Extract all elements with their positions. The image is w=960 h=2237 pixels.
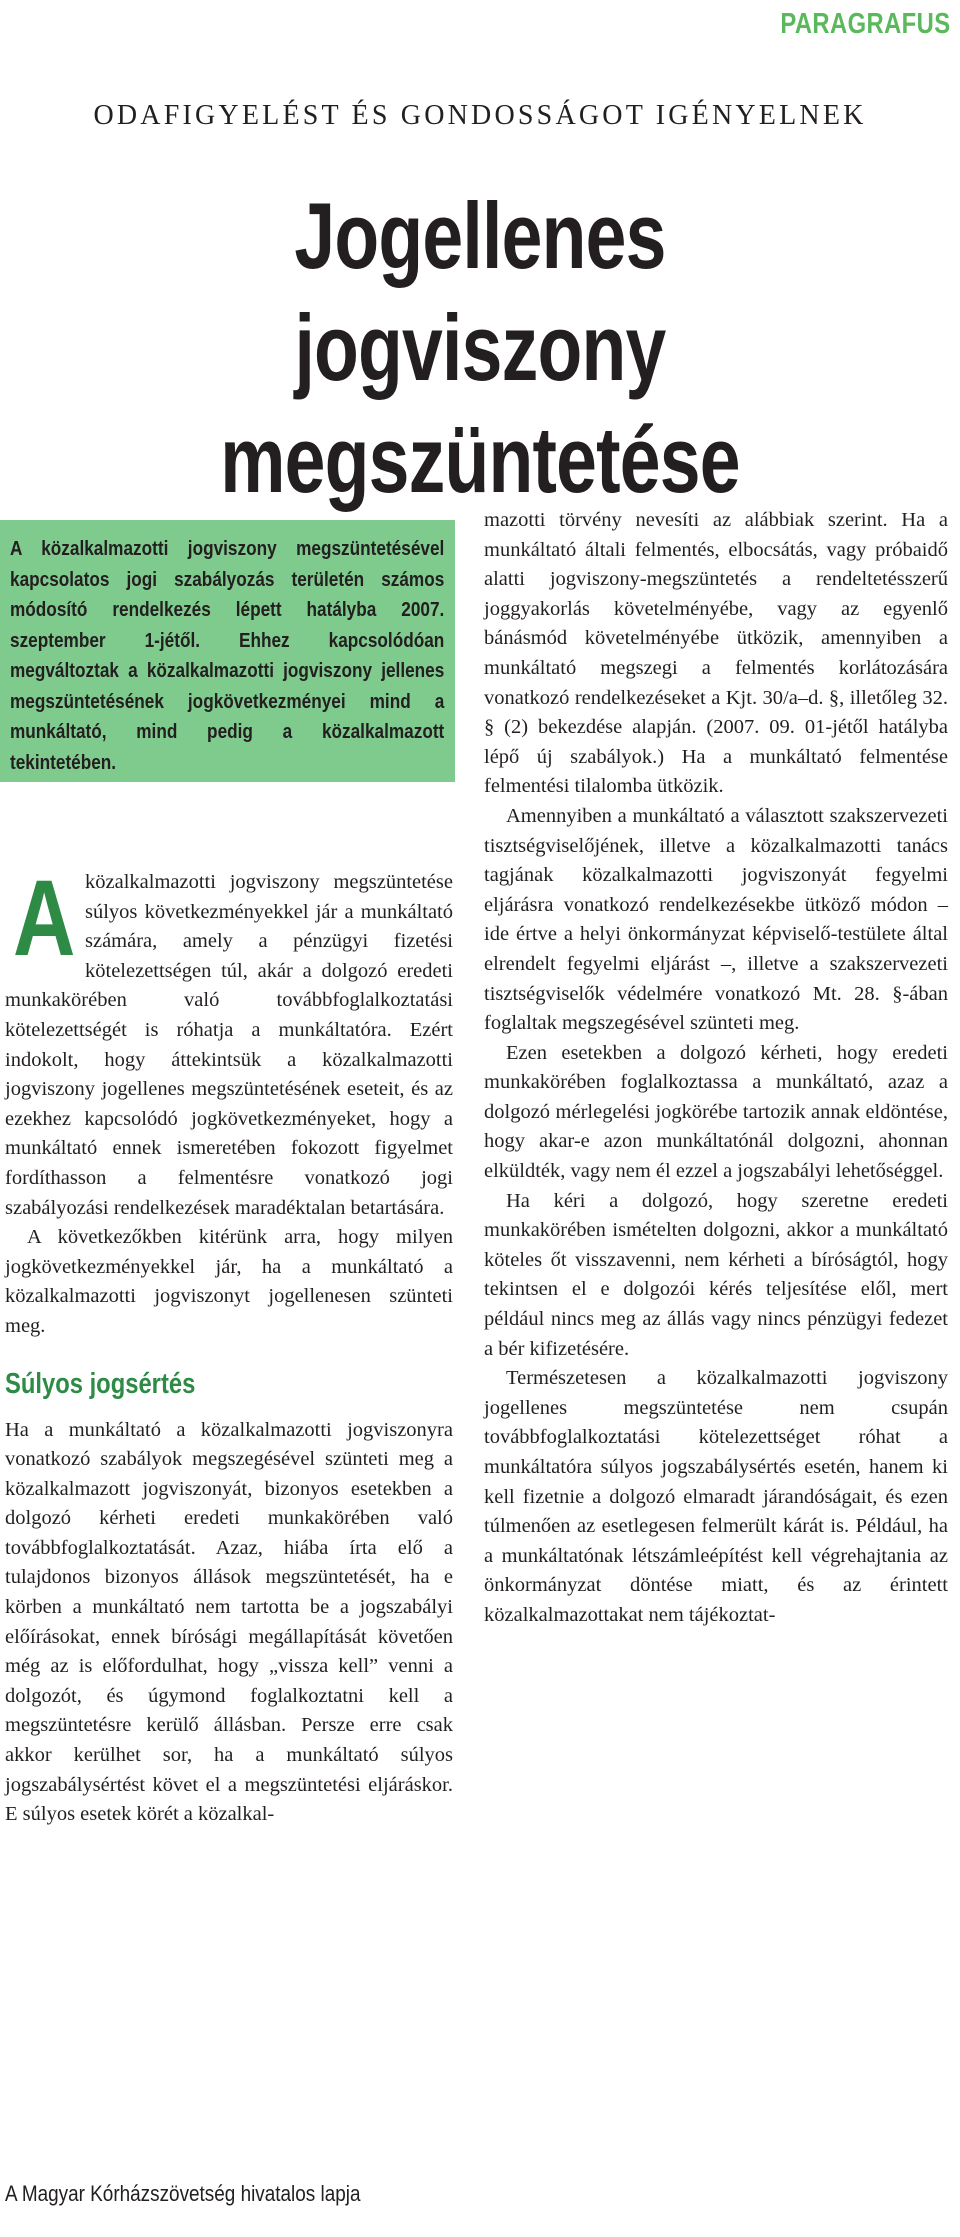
lead-paragraph: A közalkalmazotti jogviszony megszüntetésével kapcsolatos jogi szabályozás területén számos módosító rendelkezés lépett hatályba 2007. szeptember 1-jétől. Ehhez kapcsolódóan megváltoztak a közalkalmazotti jogviszony jellenes megszüntetésének jogkövetkezményei mind a munkáltató, mind pedig a közalkalmazott tekintetében. (10, 538, 445, 774)
body-paragraph: Ezen esetekben a dolgozó kérheti, hogy eredeti munkakörében foglalkoztassa a munkáltató, azaz a dolgozó mérlegelési jogkörébe tartozik annak eldöntése, hogy akar-e azon munkáltatónál dolgozni, ahonnan elküldték, vagy nem él ezzel a jogszabályi lehetőséggel. (484, 1041, 948, 1183)
intro-paragraph (5, 857, 453, 1223)
article-title-line-1: Jogellenes jogviszony (294, 183, 666, 400)
body-paragraph: Természetesen a közalkalmazotti jogviszony jogellenes megszüntetése nem csupán továbbfoglalkoztatási kötelezettséget róhat a munkáltatóra súlyos jogszabálysértés esetén, hanem ki kell fizetnie a dolgozó elmaradt járandóságait, és ezen túlmenően az esetlegesen felmerült kárát is. Például, ha a munkáltatónak létszámleépítést kell végrehajtania az önkormányzat döntése miatt, és az érintett közalkalmazottakat nem tájékoztat- (484, 1367, 948, 1626)
body-paragraph: Ha a munkáltató a közalkalmazotti jogviszonyra vonatkozó szabályok megszegésével szünteti meg a közalkalmazott jogviszonyát, bizonyos esetekben a dolgozó kérheti eredeti munkakörében való továbbfoglalkoztatását. Azaz, hiába írta elő a tulajdonos bizonyos állások megszüntetését, ha e körben a munkáltató nem tartotta be a jogszabályi előírásokat, ennek bírósági megállapítását követően még az is előfordulhat, hogy „vissza kell” venni a dolgozót, és úgymond foglalkoztatni kell a megszüntetésre kerülő állásban. Persze erre csak akkor kerülhet sor, ha a munkáltató súlyos jogszabálysértést követ el a megszüntetési eljáráskor. E súlyos esetek körét a közalkal- (5, 1418, 453, 1826)
article-kicker: ODAFIGYELÉST ÉS GONDOSSÁGOT IGÉNYELNEK (93, 100, 867, 131)
lead-box (0, 520, 455, 782)
drop-cap: A (13, 857, 76, 978)
left-column (5, 857, 453, 1830)
article-title-line-2: megszüntetése (220, 407, 740, 512)
body-paragraph: mazotti törvény nevesíti az alábbiak szerint. Ha a munkáltató általi felmentés, elbocsátás, vagy próbaidő alatti jogviszony-megszüntetés a rendeltetésszerű joggyakorlás követelményébe, vagy az egyenlő bánásmód követelményébe ütközik, amennyiben a munkáltató megszegi a felmentés korlátozására vonatkozó rendelkezéseket a Kjt. 30/a–d. §, illetőleg 32. § (2) bekezdése alapján. (2007. 09. 01-jétől hatályba lépő új szabályok.) Ha a munkáltató felmentése felmentési tilalomba ütközik. (484, 509, 948, 798)
intro-paragraph-text: közalkalmazotti jogviszony megszüntetése súlyos következményekkel jár a munkáltató számára, amely a pénzügyi fizetési kötelezettségen túl, akár a dolgozó eredeti munkakörében való továbbfoglalkoztatási kötelezettségét is róhatja a munkáltatóra. Ezért indokolt, hogy áttekintsük a közalkalmazotti jogviszony jogellenes megszüntetésének eseteit, és az ezekhez kapcsolódó jogkövetkezményeket, hogy a munkáltató ennek ismeretében fokozott figyelmet fordíthasson a felmentésre vonatkozó jogi szabályozási rendelkezések maradéktalan betartására. (5, 871, 453, 1219)
section-tag: PARAGRAFUS (779, 8, 950, 40)
subheading: Súlyos jogsértés (5, 1367, 196, 1400)
article-title (0, 180, 960, 516)
footer-publication: A Magyar Kórházszövetség hivatalos lapja (5, 2181, 361, 2206)
body-paragraph: Ha kéri a dolgozó, hogy szeretne eredeti munkakörében ismételten dolgozni, akkor a munkáltató köteles őt visszavenni, nem kérheti a bíróságtól, hogy tekintsen el e dolgozói kérés teljesítése elől, mert például nincs meg az állás vagy nincs pénzügyi fedezet a bér kifizetésére. (484, 1189, 948, 1360)
body-paragraph: A következőkben kitérünk arra, hogy milyen jogkövetkezményekkel jár, ha a munkáltató a közalkalmazotti jogviszonyt jogellenesen szünteti meg. (5, 1226, 453, 1337)
right-column (484, 506, 948, 1631)
body-paragraph: Amennyiben a munkáltató a választott szakszervezeti tisztségviselőjének, illetve a közalkalmazotti tanács tagjának közalkalmazotti jogviszonyát fegyelmi eljárásra vonatkozó rendelkezésekbe ütköző módon – ide értve a helyi önkormányzat képviselő-testülete által elrendelt fegyelmi eljárást –, illetve a szakszervezeti tisztségviselők védelmére vonatkozó Mt. 28. §-ában foglaltak megszegésével szünteti meg. (484, 804, 948, 1035)
